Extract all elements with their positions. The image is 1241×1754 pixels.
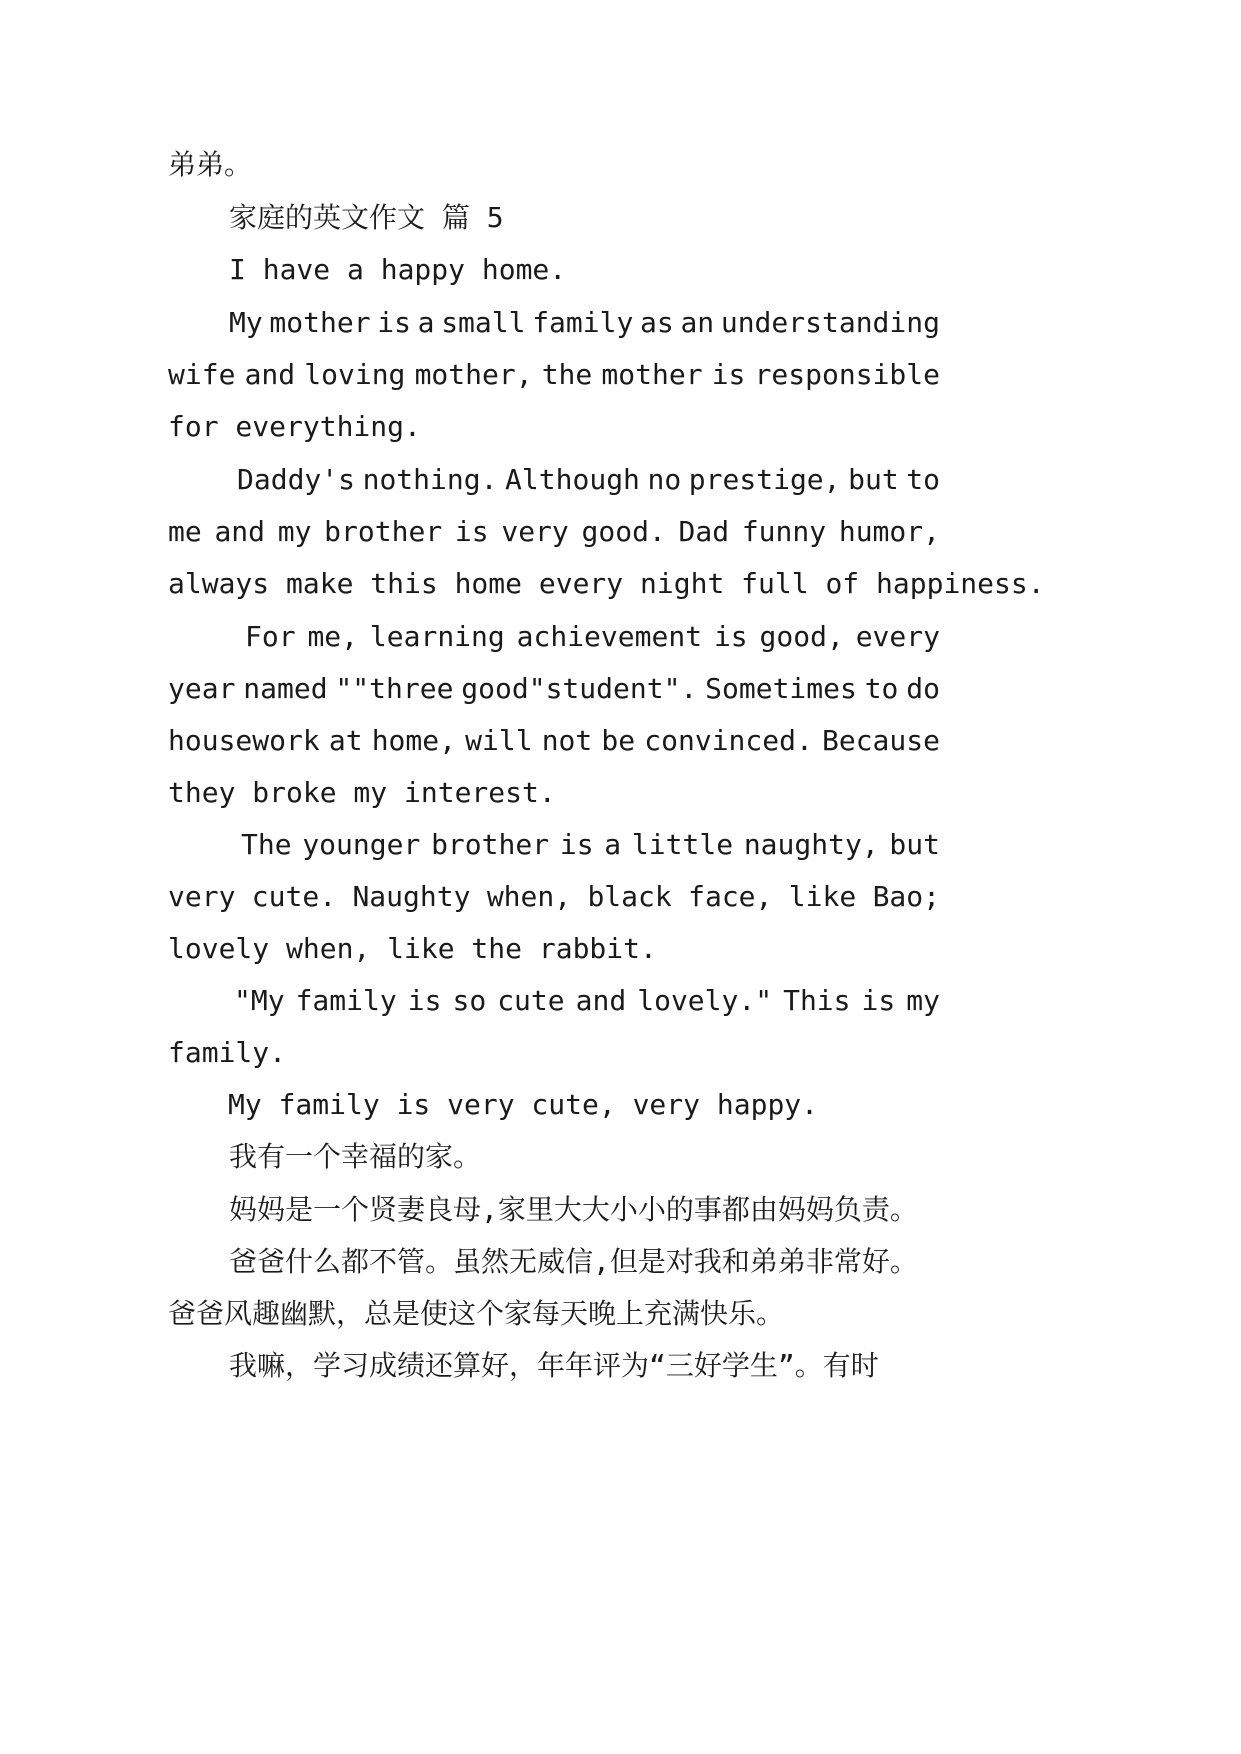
text-line [0,617,1241,657]
word: the [541,358,593,391]
word: convinced. [644,724,813,757]
word: Dad [678,515,730,548]
word: My [229,306,263,339]
line-text: 妈妈是一个贤妻良母,家里大大小小的事都由妈妈负责。 [229,1193,918,1226]
text-line [0,145,1241,185]
word: This [783,984,851,1017]
word: at [328,724,363,757]
word: is [407,984,442,1017]
word: black [587,880,672,913]
word: named [243,672,328,705]
word: loving [304,358,406,391]
word: me, [307,620,359,653]
word: small [441,306,526,339]
word: The [241,828,292,861]
line-text: 爸爸风趣幽默，总是使这个家每天晚上充满快乐。 [168,1297,785,1330]
word: good"student". [461,672,698,705]
text-line [0,1033,1241,1073]
word: me [168,515,202,548]
text-line [0,1294,1241,1334]
text-line [0,1190,1241,1230]
word: Although [505,463,640,496]
word: and [575,984,627,1017]
word: For [245,620,296,653]
text-line [0,1085,1241,1125]
word: prestige, [688,463,841,496]
word: do [906,672,940,705]
word: home, [371,724,456,757]
word: funny [741,515,827,548]
word: face, [688,880,773,913]
text-line [0,460,1241,500]
word: is [713,620,748,653]
line-text: 我有一个幸福的家。 [229,1140,482,1173]
word: Because [821,724,940,757]
word: humor, [838,515,940,548]
word: family [532,306,634,339]
line-text: lovely when, like the rabbit. [168,932,657,965]
word: very [501,515,569,548]
text-line [0,512,1241,552]
word: Daddy's [237,463,356,496]
text-line [0,250,1241,290]
word: my [277,515,312,548]
word: little [631,828,734,861]
word: is [377,306,411,339]
text-line [0,407,1241,447]
word: brother [431,828,550,861]
word: not [541,724,593,757]
word: an [680,306,715,339]
word: nothing. [362,463,498,496]
word: cute. [251,880,337,913]
word: year [168,672,236,705]
word: every [855,620,940,653]
word: like [788,880,857,913]
text-line [0,1346,1241,1386]
word: so [452,984,487,1017]
word: learning [369,620,505,653]
text-line [0,1137,1241,1177]
word: to [864,672,899,705]
word: mother, [414,358,533,391]
text-line [0,877,1241,917]
word: is [559,828,594,861]
word: to [906,463,940,496]
word: but [848,463,899,496]
line-text: 我嘛，学习成绩还算好，年年评为“三好学生”。有时 [229,1349,879,1382]
text-line [0,721,1241,761]
text-line [0,564,1241,604]
word: is [454,515,489,548]
text-line [0,1242,1241,1282]
word: and [244,358,296,391]
text-line [0,825,1241,865]
text-line [0,929,1241,969]
text-line [0,669,1241,709]
line-text: My family is very cute, very happy. [228,1088,819,1121]
text-line [0,198,1241,238]
text-line [0,773,1241,813]
word: good. [581,515,666,548]
word: ""three [335,672,454,705]
text-line [0,303,1241,343]
line-text: family. [168,1036,287,1069]
word: a [417,306,435,339]
word: Naughty [352,880,471,913]
word: no [647,463,682,496]
word: and [214,515,266,548]
word: but [889,828,940,861]
word: my [906,984,940,1017]
word: younger [302,828,421,861]
word: mother [601,358,703,391]
text-line [0,981,1241,1021]
word: "My [234,984,285,1017]
line-text: 爸爸什么都不管。虽然无威信,但是对我和弟弟非常好。 [229,1245,918,1278]
word: be [601,724,636,757]
word: will [465,724,533,757]
word: family [295,984,397,1017]
word: is [711,358,746,391]
word: naughty, [743,828,879,861]
line-text: 家庭的英文作文 篇 5 [229,201,504,234]
word: understanding [720,306,940,339]
word: when, [486,880,572,913]
line-text: I have a happy home. [229,253,567,286]
word: mother [269,306,371,339]
line-text: for everything. [168,410,421,443]
text-line [0,355,1241,395]
word: housework [168,724,320,757]
word: a [604,828,622,861]
word: brother [324,515,443,548]
word: good, [759,620,844,653]
line-text: always make this home every night full of happiness. [168,567,1045,600]
line-text: 弟弟。 [168,148,253,181]
word: lovely." [637,984,773,1017]
word: achievement [516,620,703,653]
word: cute [497,984,565,1017]
word: very [168,880,236,913]
word: is [861,984,896,1017]
word: as [640,306,674,339]
word: Bao; [872,880,940,913]
word: responsible [754,358,940,391]
word: Sometimes [705,672,857,705]
word: wife [168,358,236,391]
line-text: they broke my interest. [168,776,556,809]
